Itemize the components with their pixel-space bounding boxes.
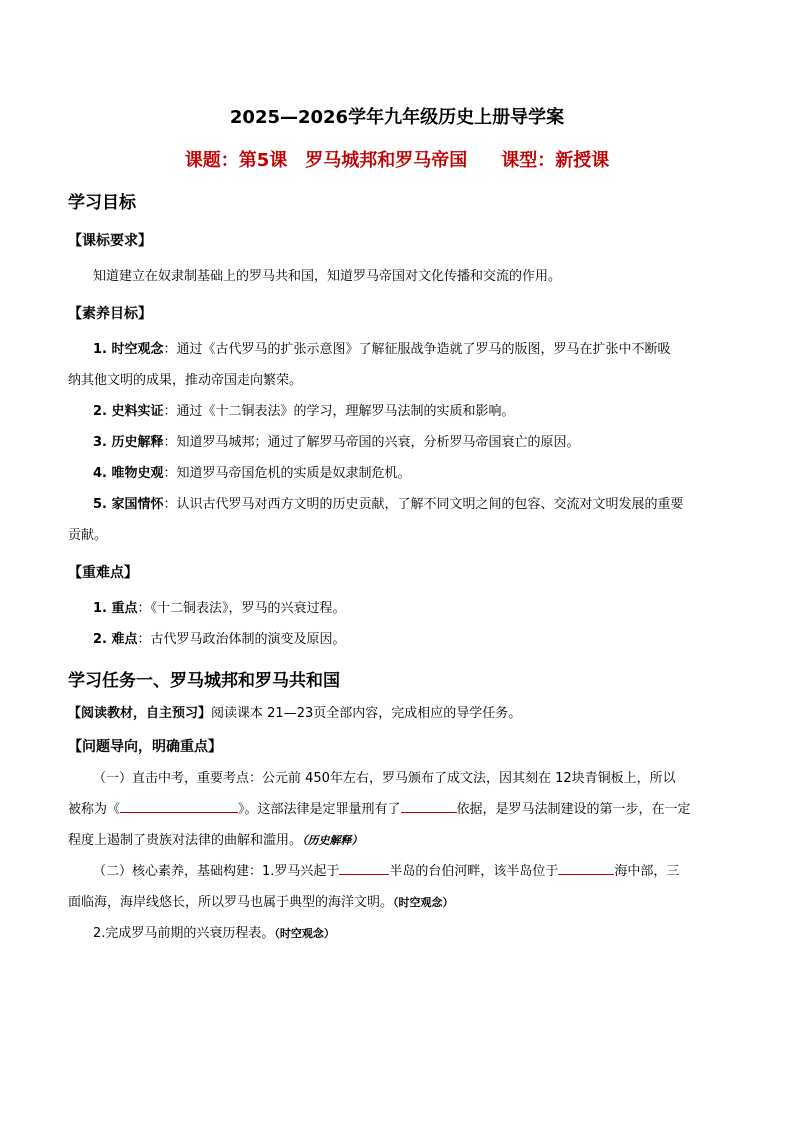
goal-label: 3. 历史解释 [93, 435, 164, 450]
goal-text: ：通过《十二铜表法》的学习，理解罗马法制的实质和影响。 [163, 404, 515, 419]
lesson-type: 课型：新授课 [501, 150, 610, 171]
answer-blank[interactable] [401, 798, 457, 813]
goal-label: 2. 史料实证 [93, 404, 164, 419]
goal-item-continued: 贡献。 [68, 528, 108, 543]
key-point-text: ：《十二铜表法》，罗马的兴衰过程。 [137, 601, 346, 616]
question-text: 依据，是罗马法制建设的第一步，在一定 [456, 802, 691, 817]
preview-label: 【阅读教材，自主预习】 [68, 706, 212, 721]
question-one-line2 [68, 794, 728, 825]
answer-blank[interactable] [120, 798, 238, 813]
key-point-label: 2. 难点 [93, 632, 138, 647]
question-text: 被称为《 [68, 802, 121, 817]
lesson-name: 课题：第5课 罗马城邦和罗马帝国 [184, 150, 468, 171]
goal-item [93, 334, 671, 365]
goal-text: ：知道罗马城邦；通过了解罗马帝国的兴衰，分析罗马帝国衰亡的原因。 [163, 435, 580, 450]
section-heading-task-one: 学习任务一、罗马城邦和罗马共和国 [68, 671, 340, 691]
literacy-heading: 【素养目标】 [68, 306, 152, 322]
preview-text: 阅读课本 21—23页全部内容，完成相应的导学任务。 [211, 706, 522, 721]
question-text: 面临海，海岸线悠长，所以罗马也属于典型的海洋文明。 [68, 895, 394, 910]
page-title: 2025—2026学年九年级历史上册导学案 [229, 107, 565, 128]
question-one-line3 [68, 825, 728, 856]
goal-text: ：认识古代罗马对西方文明的历史贡献，了解不同文明之间的包容、交流对文明发展的重要 [163, 497, 684, 512]
answer-blank[interactable] [339, 860, 389, 875]
question-text: 》。这部法律是定罪量刑有了 [238, 802, 401, 817]
goal-label: 5. 家国情怀 [93, 497, 164, 512]
section-heading-objectives: 学习目标 [68, 193, 136, 213]
question-two-line1 [93, 856, 679, 887]
question-two-line2 [68, 887, 728, 918]
question-one-line1: （一）直击中考，重要考点：公元前 450年左右，罗马颁布了成文法，因其刻在 12块青铜板上，所以 [93, 771, 676, 786]
goal-item [93, 489, 684, 520]
preview-line [68, 698, 728, 729]
standards-text: 知道建立在奴隶制基础上的罗马共和国，知道罗马帝国对文化传播和交流的作用。 [93, 269, 562, 284]
key-point-item [93, 593, 346, 624]
lesson-subtitle [0, 146, 794, 172]
question-text: 程度上遏制了贵族对法律的曲解和滥用。 [68, 833, 303, 848]
literacy-note: （时空观念） [274, 927, 335, 940]
goal-item [93, 396, 515, 427]
goal-label: 1. 时空观念 [93, 342, 164, 357]
goal-label: 4. 唯物史观 [93, 466, 164, 481]
key-points-heading: 【重难点】 [68, 565, 138, 581]
guide-heading: 【问题导向，明确重点】 [68, 739, 222, 755]
question-two-line3 [93, 918, 335, 949]
key-point-label: 1. 重点 [93, 601, 138, 616]
goal-item [93, 458, 411, 489]
goal-text: ：知道罗马帝国危机的实质是奴隶制危机。 [163, 466, 411, 481]
answer-blank[interactable] [558, 860, 614, 875]
goal-text: ：通过《古代罗马的扩张示意图》了解征服战争造就了罗马的版图，罗马在扩张中不断吸 [163, 342, 671, 357]
question-text: 2.完成罗马前期的兴衰历程表。 [93, 926, 275, 941]
goal-item [93, 427, 580, 458]
goal-item-continued: 纳其他文明的成果，推动帝国走向繁荣。 [68, 373, 303, 388]
standards-heading: 【课标要求】 [68, 233, 152, 249]
literacy-note: （时空观念） [393, 896, 454, 909]
key-point-text: ：古代罗马政治体制的演变及原因。 [137, 632, 346, 647]
question-text: 海中部，三 [614, 864, 680, 879]
question-text: （二）核心素养，基础构建：1.罗马兴起于 [93, 864, 340, 879]
literacy-note: （历史解释） [302, 834, 363, 847]
question-text: 半岛的台伯河畔，该半岛位于 [389, 864, 559, 879]
key-point-item [93, 624, 346, 655]
